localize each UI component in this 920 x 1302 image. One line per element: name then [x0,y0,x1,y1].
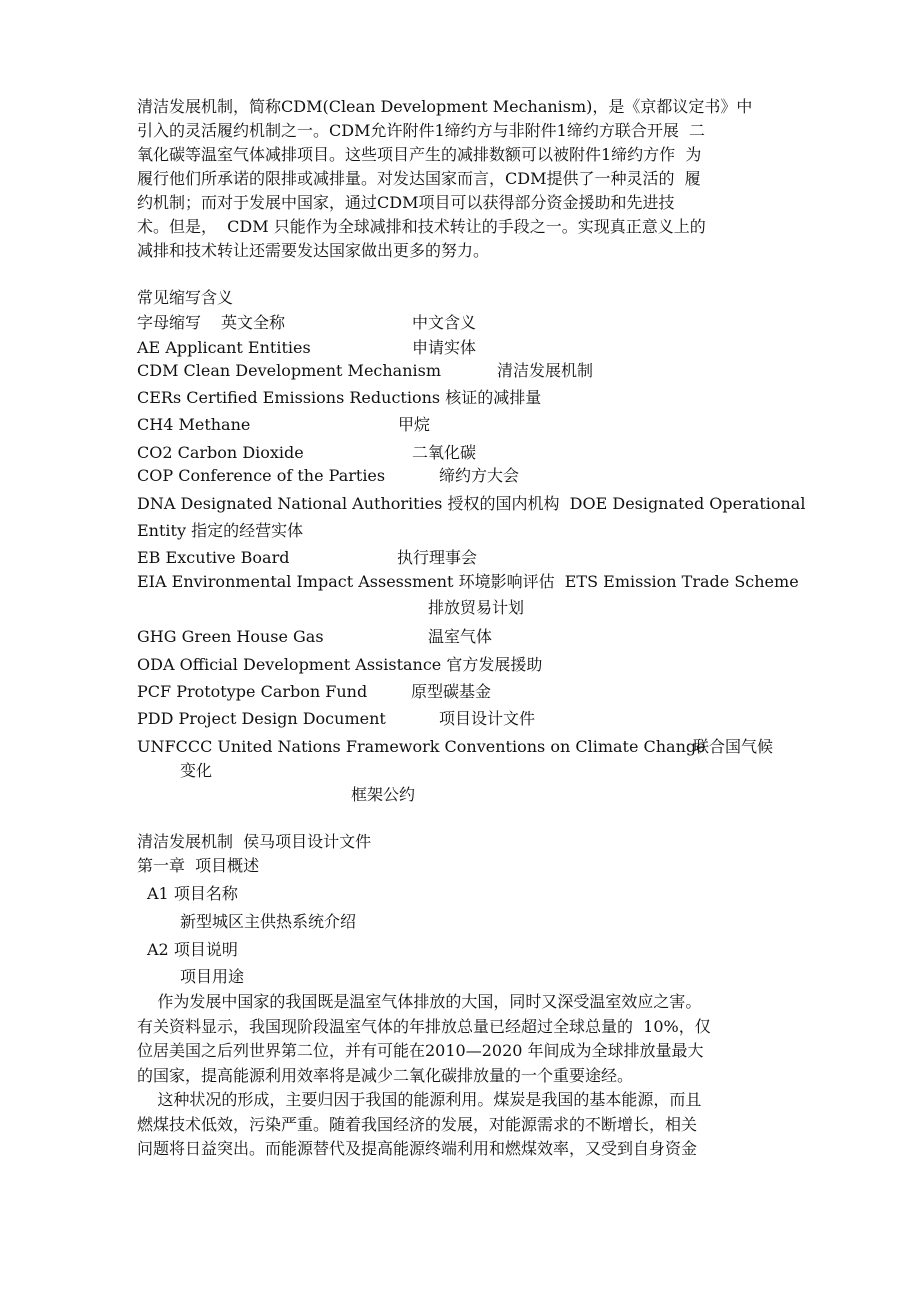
body-paragraph-1 [137,990,797,1088]
intro-line: 清洁发展机制，简称CDM(Clean Development Mechanism)，是《京都议定书》中 [137,97,753,116]
intro-line: 约机制；而对于发展中国家，通过CDM项目可以获得部分资金援助和先进技 [137,193,675,212]
intro-line: 氧化碳等温室气体减排项目。这些项目产生的减排数额可以被附件1缔约方作 为 [137,145,702,164]
doc-title: 清洁发展机制 侯马项目设计文件 [137,832,372,851]
abbrev-row-en: AE Applicant Entities [137,338,311,357]
abbrev-row-cont: 框架公约 [351,785,416,804]
abbrev-row-en: UNFCCC United Nations Framework Conventions on Climate Change [137,737,706,756]
abbrev-row-cn: 项目设计文件 [439,709,536,728]
abbrev-header-abbr: 字母缩写 [137,313,202,332]
abbrev-row-en: CH4 Methane [137,415,251,434]
intro-paragraph [137,95,792,263]
abbrev-row-en: Entity 指定的经营实体 [137,521,304,540]
abbrev-heading: 常见缩写含义 [137,288,234,307]
body-line: 的国家，提高能源利用效率将是减少二氧化碳排放量的一个重要途经。 [137,1065,634,1085]
section-a2-sub: 项目用途 [180,967,245,986]
abbrev-header-cn: 中文含义 [412,313,477,332]
body-line: 位居美国之后列世界第二位，并有可能在2010—2020 年间成为全球排放量最大 [137,1041,704,1060]
body-line: 作为发展中国家的我国既是温室气体排放的大国，同时又深受温室效应之害。 [137,992,702,1011]
abbrev-row-cn: 二氧化碳 [412,443,477,462]
body-line: 这种状况的形成，主要归因于我国的能源利用。煤炭是我国的基本能源，而且 [137,1090,702,1109]
abbrev-row-cn: 清洁发展机制 [497,361,594,380]
abbrev-row-cn: 排放贸易计划 [428,598,525,617]
abbrev-row-cont: 变化 [180,761,213,780]
abbrev-row-cn: 申请实体 [412,338,477,357]
abbrev-row-en: ODA Official Development Assistance 官方发展援助 [137,655,543,674]
body-line: 问题将日益突出。而能源替代及提高能源终端利用和燃煤效率，又受到自身资金 [137,1139,698,1158]
body-paragraph-2 [137,1088,797,1162]
abbrev-row-en: CO2 Carbon Dioxide [137,443,304,462]
intro-line: 履行他们所承诺的限排或减排量。对发达国家而言，CDM提供了一种灵活的 履 [137,169,701,188]
intro-line: 引入的灵活履约机制之一。CDM允许附件1缔约方与非附件1缔约方联合开展 二 [137,121,705,140]
abbrev-row-cn: 联合国气候 [693,737,774,756]
abbrev-row-en: EB Excutive Board [137,548,290,567]
chapter-heading: 第一章 项目概述 [137,856,260,875]
abbrev-row-en: CERs Certified Emissions Reductions 核证的减排量 [137,388,542,407]
abbrev-row-en: GHG Green House Gas [137,627,324,646]
body-line: 有关资料显示，我国现阶段温室气体的年排放总量已经超过全球总量的 10%，仅 [137,1016,711,1036]
abbrev-row-en: EIA Environmental Impact Assessment 环境影响评估 ETS Emission Trade Scheme [137,572,799,591]
abbrev-row-en: PDD Project Design Document [137,709,386,728]
abbrev-row-en: PCF Prototype Carbon Fund [137,682,368,701]
intro-line: 减排和技术转让还需要发达国家做出更多的努力。 [137,241,490,260]
abbrev-row-cn: 执行理事会 [397,548,478,567]
abbrev-header-en: 英文全称 [221,313,286,332]
abbrev-row-cn: 甲烷 [398,415,431,434]
intro-line: 术。但是， CDM 只能作为全球减排和技术转让的手段之一。实现真正意义上的 [137,217,706,236]
abbrev-row-en: DNA Designated National Authorities 授权的国内机构 DOE Designated Operational [137,494,806,513]
abbrev-row-en: COP Conference of the Parties [137,466,386,485]
abbrev-row-cn: 原型碳基金 [411,682,492,701]
abbrev-row-en: CDM Clean Development Mechanism [137,361,442,380]
section-a1-value: 新型城区主供热系统介绍 [180,912,357,931]
section-a2-label: A2 项目说明 [147,940,238,959]
body-line: 燃煤技术低效，污染严重。随着我国经济的发展，对能源需求的不断增长，相关 [137,1114,698,1134]
abbrev-row-cn: 温室气体 [428,627,493,646]
abbrev-row-cn: 缔约方大会 [439,466,520,485]
section-a1-label: A1 项目名称 [147,884,238,903]
